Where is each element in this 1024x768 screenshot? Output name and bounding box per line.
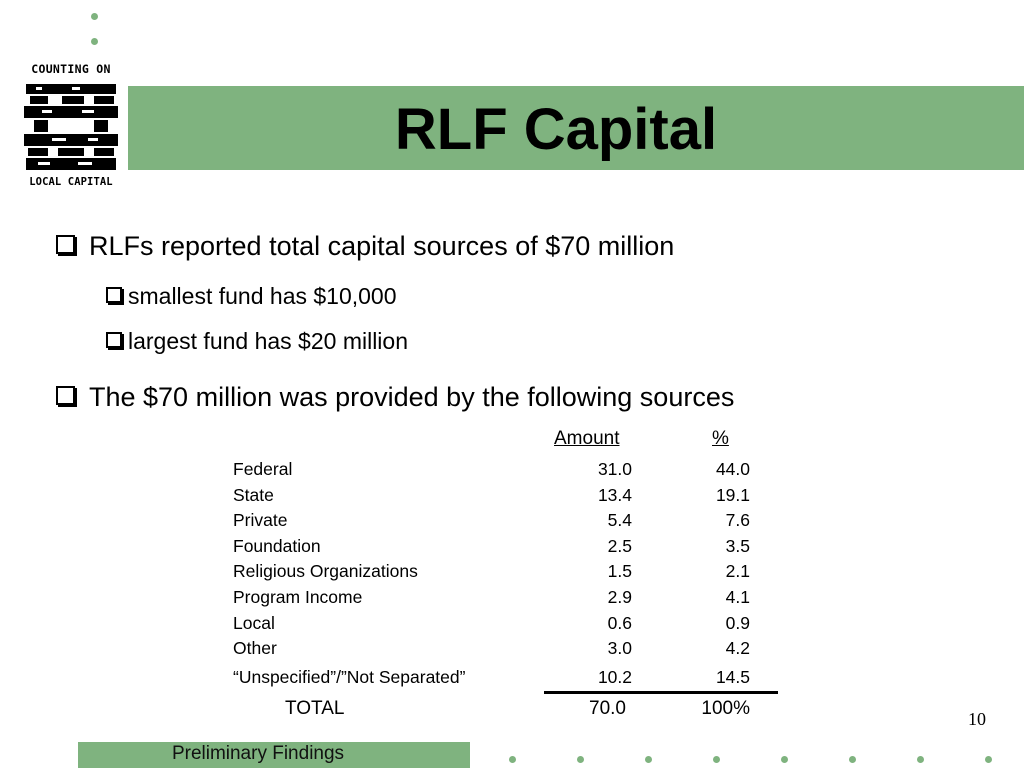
amount-cell: 31.0 [597,459,632,479]
percent-cell: 3.5 [725,535,750,556]
percent-cell: 44.0 [715,459,750,479]
bullet-text: largest fund has $20 million [128,328,408,354]
slide-title: RLF Capital [394,97,718,162]
source-cell: Religious Organizations [233,561,418,582]
decor-dot [985,756,992,763]
table-row [233,459,793,485]
percent-cell: 4.2 [725,638,750,659]
bullet-text: smallest fund has $10,000 [128,283,397,309]
table-row [233,638,793,664]
bullet-text: RLFs reported total capital sources of $70 million [89,231,675,261]
decor-dot [91,13,98,20]
percent-cell: 2.1 [725,561,750,582]
logo-bottom-text: LOCAL CAPITAL [29,176,113,188]
source-cell: Other [233,638,277,659]
table-row [233,485,793,511]
source-cell: Program Income [233,586,363,607]
percent-cell: 14.5 [715,666,750,687]
sub-bullet-item [106,327,408,355]
decor-dot [917,756,924,763]
total-percent: 100% [701,698,750,719]
percent-column-header: % [712,428,729,449]
decor-dot [781,756,788,763]
decor-dot [645,756,652,763]
capital-sources-table [233,459,793,692]
table-row [233,667,793,693]
percent-cell: 4.1 [725,586,750,607]
decor-dot [91,38,98,45]
bullet-text: The $70 million was provided by the following sources [89,382,735,412]
amount-cell: 3.0 [607,638,632,659]
total-divider [544,691,778,694]
amount-cell: 13.4 [597,484,632,505]
table-row [233,613,793,639]
source-cell: “Unspecified”/”Not Separated” [233,666,466,687]
decor-dot [849,756,856,763]
amount-cell: 1.5 [607,561,632,582]
checkbox-bullet-icon [56,386,75,405]
source-cell: Private [233,510,288,531]
bullet-item [56,230,674,262]
table-row [233,561,793,587]
decor-dot [509,756,516,763]
checkbox-bullet-icon [106,287,122,303]
source-cell: Local [233,612,275,633]
checkbox-bullet-icon [106,332,122,348]
total-label: TOTAL [285,698,345,719]
amount-column-header: Amount [554,428,620,449]
table-row [233,536,793,562]
decor-dot [713,756,720,763]
decor-dot [577,756,584,763]
logo-top-text: COUNTING ON [31,62,111,76]
amount-cell: 5.4 [607,510,632,531]
source-cell: Foundation [233,535,321,556]
amount-cell: 2.9 [607,586,632,607]
checkbox-bullet-icon [56,235,75,254]
percent-cell: 19.1 [715,484,750,505]
counting-on-local-capital-logo [22,62,120,192]
page-number: 10 [968,709,986,729]
logo-emblem-icon [22,80,120,174]
source-cell: State [233,484,274,505]
percent-cell: 0.9 [725,612,750,633]
amount-cell: 0.6 [607,612,632,633]
footer-text: Preliminary Findings [171,743,345,764]
bullet-item [56,381,734,413]
total-amount: 70.0 [589,698,626,719]
sub-bullet-item [106,282,397,310]
amount-cell: 10.2 [597,666,632,687]
table-row [233,587,793,613]
source-cell: Federal [233,459,293,479]
amount-cell: 2.5 [607,535,632,556]
table-row [233,510,793,536]
percent-cell: 7.6 [725,510,750,531]
